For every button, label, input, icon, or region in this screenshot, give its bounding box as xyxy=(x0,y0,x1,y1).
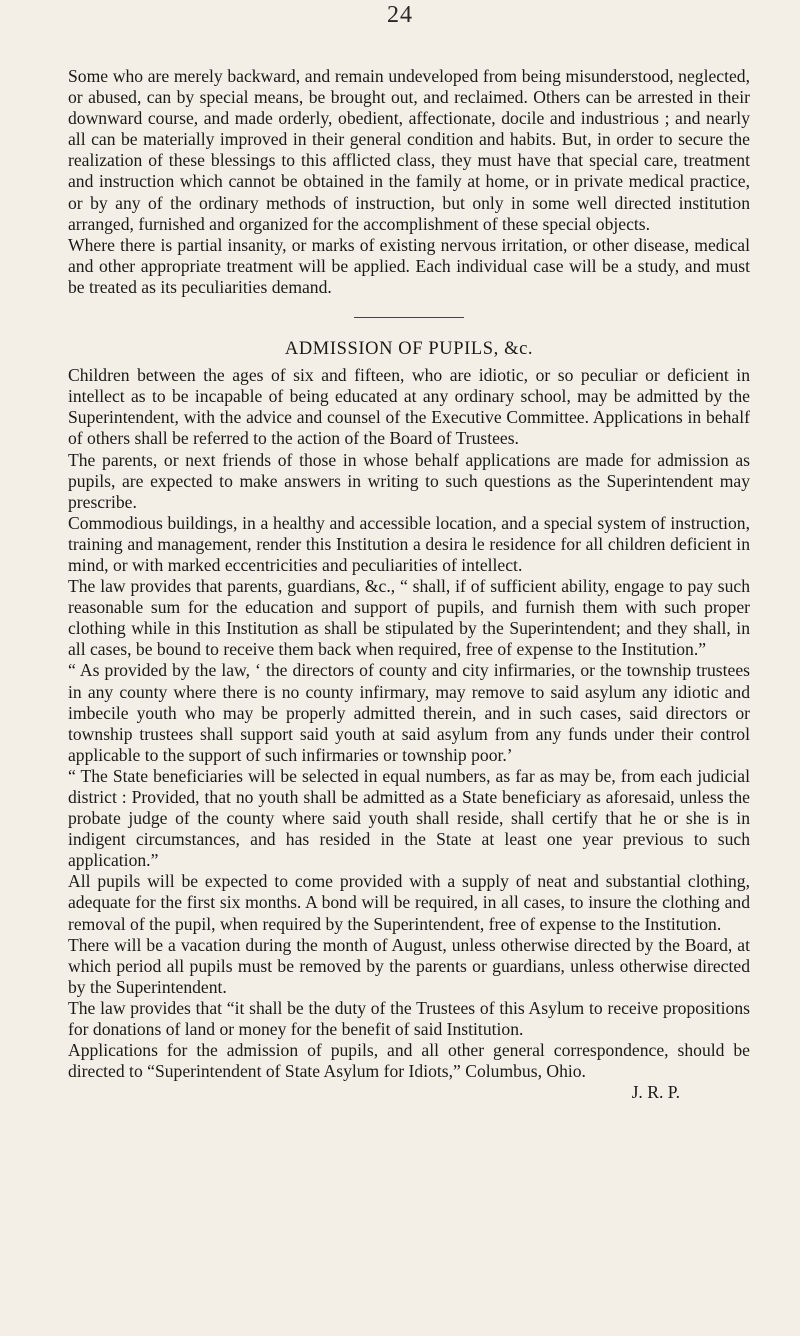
page-number: 24 xyxy=(387,2,413,28)
signature: J. R. P. xyxy=(631,1082,680,1103)
section-paragraph: “ As provided by the law, ‘ the directors of county and city infirmaries, or the township trustees in any county where there is no county infirmary, may remove to said asylum any idiotic and imbecile youth who may be properly admitted therein, and in such cases, said directors or township trustees shall support said youth at said asylum from any funds under their control applicable to the support of such infirmaries or township poor.’ xyxy=(68,660,750,765)
section-paragraph: Children between the ages of six and fifteen, who are idiotic, or so peculiar or deficient in intellect as to be incapable of being educated at any ordinary school, may be admitted by the Superintendent, with the advice and counsel of the Executive Committee. Applications in behalf of others shall be referred to the action of the Board of Trustees. xyxy=(68,365,750,449)
section-paragraph: The law provides that parents, guardians, &c., “ shall, if of sufficient ability, engage to pay such reasonable sum for the education and support of pupils, and furnish them with such proper clothing while in this Institution as shall be stipulated by the Superintendent; and they shall, in all cases, be bound to receive them back when required, free of expense to the Institution.” xyxy=(68,576,750,660)
section-paragraph: Commodious buildings, in a healthy and accessible location, and a special system of instruction, training and management, render this Institution a desira le residence for all children deficient in mind, or with marked eccentricities and peculiarities of intellect. xyxy=(68,512,750,575)
section-paragraph: The law provides that “it shall be the duty of the Trustees of this Asylum to receive propositions for donations of land or money for the benefit of said Institution. xyxy=(68,997,750,1040)
body-text xyxy=(68,66,750,1103)
section-paragraph: The parents, or next friends of those in whose behalf applications are made for admission as pupils, are expected to make answers in writing to such questions as the Superintendent may prescribe. xyxy=(68,449,750,512)
intro-paragraph: Where there is partial insanity, or marks of existing nervous irritation, or other disease, medical and other appropriate treatment will be applied. Each individual case will be a study, and must be treated as its peculiarities demand. xyxy=(68,234,750,297)
section-paragraph: There will be a vacation during the month of August, unless otherwise directed by the Board, at which period all pupils must be removed by the parents or guardians, unless otherwise directed by the Superintendent. xyxy=(68,934,750,997)
intro-paragraph: Some who are merely backward, and remain undeveloped from being misunderstood, neglected, or abused, can by special means, be brought out, and reclaimed. Others can be arrested in their downward course, and made orderly, obedient, affectionate, docile and industrious ; and nearly all can be materially improved in their general condition and habits. But, in order to secure the realization of these blessings to this afflicted class, they must have that special care, treatment and instruction which cannot be obtained in the family at home, or in private medical practice, or by any of the ordinary methods of instruction, but only in some well directed institution arranged, furnished and organized for the accomplishment of these special objects. xyxy=(68,66,750,234)
section-heading: ADMISSION OF PUPILS, &c. xyxy=(284,339,534,360)
section-paragraph: All pupils will be expected to come provided with a supply of neat and substantial clothing, adequate for the first six months. A bond will be required, in all cases, to insure the clothing and removal of the pupil, when required by the Superintendent, free of expense to the Institution. xyxy=(68,871,750,934)
section-paragraph: Applications for the admission of pupils, and all other general correspondence, should be directed to “Superintendent of State Asylum for Idiots,” Columbus, Ohio. xyxy=(68,1040,750,1082)
section-divider xyxy=(354,317,464,318)
section-paragraph: “ The State beneficiaries will be selected in equal numbers, as far as may be, from each judicial district : Provided, that no youth shall be admitted as a State beneficiary as aforesaid, unless the probate judge of the county where said youth shall reside, shall certify that he or she is in indigent circumstances, and has resided in the State at least one year previous to such application.” xyxy=(68,765,750,871)
